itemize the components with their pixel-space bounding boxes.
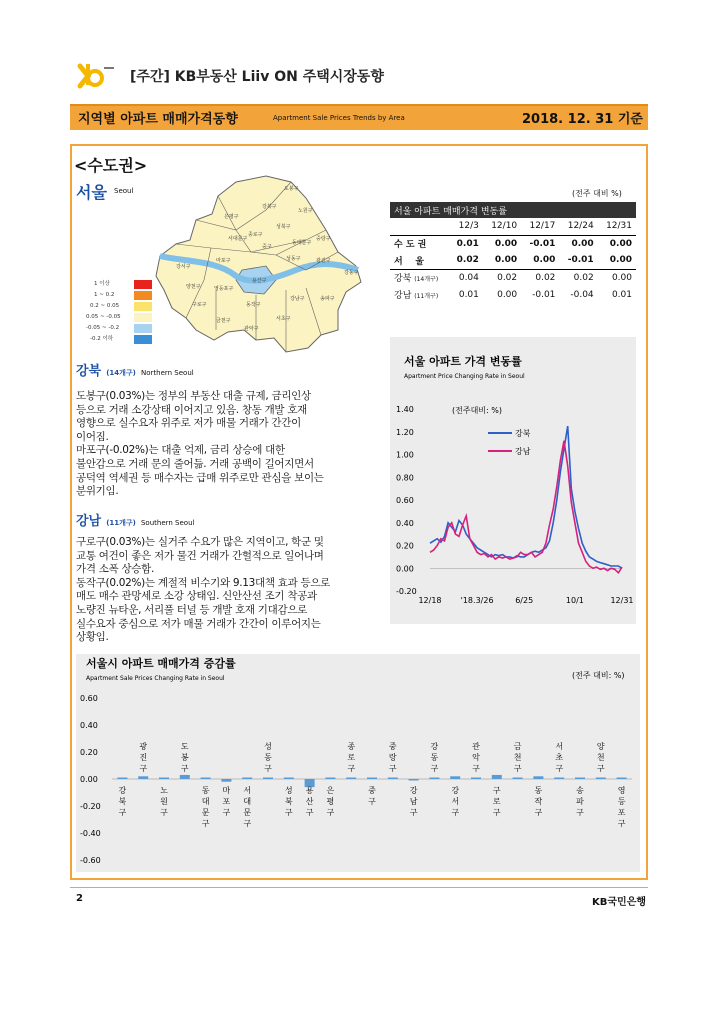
- x-tick-label: 10/1: [565, 596, 584, 605]
- bar: [471, 778, 481, 780]
- section-subtitle: Apartment Sale Prices Trends by Area: [273, 114, 405, 122]
- category-label-char: 강: [118, 786, 127, 795]
- footer-divider: [70, 887, 648, 888]
- x-tick-label: 6/25: [515, 596, 534, 605]
- gangbuk-heading: [76, 360, 194, 379]
- bar: [513, 778, 523, 780]
- section-title: 지역별 아파트 매매가격동향: [78, 112, 238, 127]
- y-tick-label: 0.20: [80, 748, 98, 757]
- table-row: [390, 252, 636, 269]
- legend-label: 강북: [515, 429, 531, 438]
- category-label-char: 도: [180, 742, 189, 751]
- y-tick-label: -0.20: [396, 587, 417, 596]
- svg-text:마포구: 마포구: [216, 258, 231, 264]
- category-label-char: 은: [326, 786, 335, 795]
- category-label-char: 구: [534, 808, 543, 817]
- category-label-char: 광: [139, 742, 148, 751]
- cell: 0.00: [521, 252, 559, 269]
- gangnam-text: [76, 536, 382, 645]
- gangbuk-text: [76, 390, 382, 499]
- x-tick-label: 12/18: [418, 596, 442, 605]
- legend-label: 강남: [515, 447, 531, 456]
- category-label-char: 마: [222, 786, 231, 795]
- text-line: 분위기임.: [76, 485, 119, 498]
- gangnam-heading: [76, 510, 194, 529]
- category-label-char: 구: [451, 808, 460, 817]
- category-label-char: 동: [264, 753, 272, 762]
- category-label-char: 랑: [388, 753, 397, 762]
- bar-chart-title: 서울시 아파트 매매가격 증감률: [86, 657, 236, 670]
- category-label-char: 포: [617, 808, 626, 817]
- report-date: 2018. 12. 31 기준: [522, 112, 643, 127]
- category-label-char: 구: [326, 808, 335, 817]
- cell: 0.00: [611, 272, 632, 283]
- cell: 0.00: [571, 238, 594, 249]
- y-tick-label: -0.60: [80, 856, 101, 865]
- cell: -0.01: [529, 238, 556, 249]
- bar: [429, 778, 439, 780]
- category-label-char: 대: [243, 797, 252, 806]
- category-label-char: 성: [264, 742, 272, 751]
- text-line: 마포구(-0.02%)는 대출 억제, 금리 상승에 대한: [76, 444, 285, 457]
- svg-text:-0.2 이하: -0.2 이하: [90, 336, 114, 342]
- cell: 0.00: [497, 289, 518, 300]
- category-label-char: 로: [347, 753, 356, 762]
- y-tick-label: -0.40: [80, 829, 101, 838]
- y-tick-label: 0.60: [80, 694, 98, 703]
- line-chart-panel: [390, 337, 636, 624]
- gangbuk-count: (14개구): [106, 369, 136, 377]
- bar: [325, 778, 335, 780]
- table-date: 12/3: [449, 218, 483, 235]
- svg-text:0.2 ~ 0.05: 0.2 ~ 0.05: [90, 303, 120, 309]
- svg-text:0.05 ~ -0.05: 0.05 ~ -0.05: [86, 314, 121, 320]
- svg-text:금천구: 금천구: [216, 318, 231, 324]
- category-label-char: 용: [305, 786, 314, 795]
- line-chart-subtitle: Apartment Price Changing Rate in Seoul: [404, 373, 525, 380]
- y-tick-label: 1.40: [396, 405, 414, 414]
- line-chart-title: 서울 아파트 가격 변동률: [404, 355, 522, 368]
- category-label-char: 서: [555, 742, 564, 751]
- row-label: 강남: [394, 291, 412, 301]
- category-label-char: 구: [347, 764, 356, 773]
- bar-chart: [76, 654, 640, 872]
- gangnam-title: 강남: [76, 514, 102, 529]
- table-row: [390, 235, 636, 252]
- cell: 0.02: [573, 272, 594, 283]
- bar: [575, 778, 585, 780]
- svg-text:영등포구: 영등포구: [214, 286, 234, 292]
- svg-text:강동구: 강동구: [344, 270, 359, 276]
- category-label-char: 강: [430, 742, 439, 751]
- line-chart-unit: (전주대비: %): [452, 406, 502, 415]
- svg-text:동대문구: 동대문구: [292, 240, 312, 246]
- category-label-char: 로: [492, 797, 501, 806]
- text-line: 매도 매수 관망세로 소강 상태임. 신안산선 조기 착공과: [76, 590, 317, 603]
- svg-text:1 ~ 0.2: 1 ~ 0.2: [94, 292, 115, 298]
- category-label-char: 진: [139, 753, 148, 762]
- cell: 0.00: [609, 238, 632, 249]
- seoul-title: 서울: [76, 183, 107, 202]
- category-label-char: 강: [451, 786, 460, 795]
- category-label-char: 원: [160, 797, 168, 806]
- cell: -0.04: [570, 289, 594, 300]
- bar: [117, 778, 127, 780]
- category-label-char: 서: [243, 786, 252, 795]
- row-note: (11개구): [414, 293, 439, 300]
- category-label-char: 금: [513, 742, 522, 751]
- category-label-char: 서: [451, 797, 460, 806]
- row-label: 서 울: [390, 252, 449, 269]
- bar: [201, 778, 211, 780]
- category-label-char: 파: [576, 797, 584, 806]
- bar: [263, 778, 273, 780]
- cell: 0.00: [483, 252, 521, 269]
- category-label-char: 구: [222, 808, 231, 817]
- svg-text:용산구: 용산구: [252, 278, 267, 284]
- category-label-char: 영: [617, 786, 626, 795]
- bar: [554, 778, 564, 780]
- category-label-char: 구: [596, 764, 605, 773]
- seoul-subtitle: Seoul: [114, 187, 134, 195]
- category-label-char: 구: [118, 808, 127, 817]
- bar: [242, 778, 252, 780]
- y-tick-label: 0.20: [396, 541, 414, 551]
- text-line: 노량진 뉴타운, 서리풀 터널 등 개발 호재 기대감으로: [76, 603, 308, 616]
- text-line: 공덕역 역세권 등 매수자는 급매 위주로만 관심을 보이는: [76, 471, 324, 484]
- bar: [159, 778, 169, 780]
- category-label-char: 관: [472, 742, 480, 751]
- category-label-char: 구: [243, 819, 252, 828]
- y-tick-label: 0.80: [396, 473, 414, 483]
- category-label-char: 문: [201, 808, 210, 817]
- svg-text:송파구: 송파구: [320, 296, 335, 302]
- category-label-char: 등: [617, 797, 626, 806]
- svg-text:강북구: 강북구: [262, 204, 277, 210]
- svg-text:성북구: 성북구: [276, 224, 291, 230]
- category-label-char: 구: [492, 808, 501, 817]
- text-line: 불안감으로 거래 문의 줄어듦. 거래 공백이 길어지면서: [76, 457, 314, 470]
- bar-chart-subtitle: Apartment Sale Prices Changing Rate in Seoul: [86, 675, 225, 682]
- row-label: 수 도 권: [394, 240, 427, 251]
- y-tick-label: 0.40: [396, 518, 414, 528]
- bar: [388, 778, 398, 780]
- category-label-char: 구: [284, 808, 293, 817]
- category-label-char: 구: [160, 808, 168, 817]
- category-label-char: 구: [201, 819, 210, 828]
- category-label-char: 구: [555, 764, 564, 773]
- y-tick-label: 0.60: [396, 496, 414, 505]
- bar: [221, 779, 231, 782]
- cell: 0.02: [449, 252, 483, 269]
- seoul-district-map: [76, 170, 376, 360]
- cell: 0.00: [494, 238, 518, 249]
- kb-logo-icon: [76, 62, 122, 90]
- text-line: 실수요자 중심으로 저가 매물 거래가 간간이 이루어지는: [76, 617, 321, 630]
- category-label-char: 성: [284, 786, 293, 795]
- svg-text:중구: 중구: [262, 244, 272, 250]
- gangnam-subtitle: Southern Seoul: [140, 519, 195, 527]
- gangbuk-subtitle: Northern Seoul: [140, 369, 194, 377]
- category-label-char: 포: [222, 797, 231, 806]
- y-tick-label: 0.40: [80, 721, 98, 730]
- svg-text:서초구: 서초구: [276, 316, 291, 322]
- category-label-char: 구: [264, 764, 272, 773]
- svg-text:구로구: 구로구: [192, 302, 207, 308]
- category-label-char: 산: [305, 797, 314, 806]
- bar: [492, 775, 502, 779]
- svg-text:노원구: 노원구: [298, 208, 313, 214]
- svg-text:강남구: 강남구: [290, 296, 305, 302]
- category-label-char: 구: [576, 808, 584, 817]
- category-label-char: 봉: [180, 753, 189, 762]
- svg-text:서대문구: 서대문구: [228, 236, 248, 242]
- bar: [180, 775, 190, 779]
- y-tick-label: 1.20: [396, 427, 414, 437]
- price-change-table: [390, 202, 636, 303]
- category-label-char: 평: [326, 797, 335, 806]
- svg-text:관악구: 관악구: [244, 326, 259, 332]
- svg-text:은평구: 은평구: [224, 214, 239, 220]
- category-label-char: 구: [180, 764, 189, 773]
- category-label-char: 천: [513, 753, 522, 762]
- text-line: 이어짐.: [76, 430, 109, 443]
- svg-text:1 이상: 1 이상: [94, 281, 110, 287]
- cell: -0.01: [532, 289, 556, 300]
- bar: [533, 776, 543, 779]
- text-line: 가격 소폭 상승함.: [76, 563, 155, 576]
- text-line: 동작구(0.02%)는 계절적 비수기와 9.13대책 효과 등으로: [76, 576, 330, 589]
- category-label-char: 동: [201, 786, 210, 795]
- table-row: [390, 286, 636, 303]
- svg-text:종로구: 종로구: [248, 232, 263, 238]
- category-label-char: 문: [243, 808, 252, 817]
- category-label-char: 남: [409, 797, 418, 806]
- table-title: 서울 아파트 매매가격 변동률: [390, 202, 636, 218]
- category-label-char: 구: [139, 764, 148, 773]
- page-number: 2: [76, 893, 83, 904]
- table-date: 12/24: [559, 218, 597, 235]
- gangnam-count: (11개구): [106, 519, 136, 527]
- cell: 0.02: [497, 272, 518, 283]
- category-label-char: 동: [534, 786, 543, 795]
- bar: [284, 778, 294, 780]
- category-label-char: 구: [409, 808, 418, 817]
- category-label-char: 중: [388, 742, 397, 751]
- series-line-강남: [430, 441, 622, 573]
- text-line: 등으로 거래 소강상태 이어지고 있음. 창동 개발 호재: [76, 403, 308, 416]
- svg-text:양천구: 양천구: [186, 284, 201, 290]
- svg-text:도봉구: 도봉구: [284, 186, 299, 192]
- category-label-char: 노: [160, 786, 168, 795]
- category-label-char: 구: [492, 786, 501, 795]
- category-label-char: 구: [305, 808, 314, 817]
- cell: 0.04: [458, 272, 479, 283]
- category-label-char: 천: [596, 753, 605, 762]
- category-label-char: 초: [555, 753, 564, 762]
- svg-text:성동구: 성동구: [286, 256, 301, 262]
- brand-title: [주간] KB부동산 Liiv ON 주택시장동향: [130, 69, 384, 85]
- table-row: [390, 269, 636, 286]
- category-label-char: 구: [472, 764, 480, 773]
- category-label-char: 구: [513, 764, 522, 773]
- x-tick-label: 12/31: [610, 596, 634, 605]
- gangbuk-title: 강북: [76, 364, 102, 379]
- bank-name: KB국민은행: [592, 897, 647, 908]
- y-tick-label: 0.00: [80, 775, 98, 784]
- bar: [450, 776, 460, 779]
- row-note: (14개구): [414, 276, 439, 284]
- bar-chart-panel: [76, 654, 640, 872]
- category-label-char: 구: [430, 764, 439, 773]
- line-chart: [390, 337, 636, 624]
- category-label-char: 동: [430, 753, 439, 762]
- cell: 0.01: [456, 238, 479, 249]
- bar: [138, 776, 148, 779]
- text-line: 도봉구(0.03%)는 정부의 부동산 대출 규제, 금리인상: [76, 390, 311, 402]
- category-label-char: 강: [409, 786, 418, 795]
- y-tick-label: 0.00: [396, 564, 414, 574]
- row-label: 강북: [394, 274, 412, 285]
- table-date: 12/10: [483, 218, 521, 235]
- bar-chart-unit: (전주 대비: %): [572, 671, 625, 680]
- bar: [617, 778, 627, 780]
- table-date: 12/31: [598, 218, 636, 235]
- category-label-char: 구: [368, 797, 376, 806]
- svg-text:강서구: 강서구: [176, 264, 191, 270]
- svg-text:-0.05 ~ -0.2: -0.05 ~ -0.2: [86, 325, 120, 331]
- category-label-char: 작: [534, 797, 543, 806]
- cell: 0.01: [611, 289, 632, 300]
- table-date: 12/17: [521, 218, 559, 235]
- svg-text:광진구: 광진구: [316, 258, 331, 264]
- text-line: 교통 여건이 좋은 저가 물건 거래가 간헐적으로 일어나며: [76, 549, 324, 562]
- category-label-char: 양: [596, 742, 605, 751]
- cell: 0.02: [535, 272, 556, 283]
- region-title: <수도권>: [74, 156, 148, 175]
- category-label-char: 구: [388, 764, 397, 773]
- cell: 0.01: [458, 289, 479, 300]
- category-label-char: 악: [472, 753, 480, 762]
- cell: 0.00: [598, 252, 636, 269]
- category-label-char: 종: [347, 742, 356, 751]
- cell: -0.01: [559, 252, 597, 269]
- text-line: 영향으로 실수요자 위주로 저가 매물 거래가 간간이: [76, 417, 301, 430]
- bar: [346, 778, 356, 780]
- x-tick-label: '18.3/26: [460, 596, 494, 605]
- category-label-char: 북: [118, 797, 127, 806]
- y-tick-label: 1.00: [396, 450, 414, 460]
- bar: [596, 778, 606, 780]
- bar: [409, 779, 419, 781]
- text-line: 상황임.: [76, 631, 109, 644]
- category-label-char: 대: [201, 797, 210, 806]
- text-line: 구로구(0.03%)는 실거주 수요가 많은 지역이고, 학군 및: [76, 536, 324, 548]
- category-label-char: 송: [576, 786, 584, 795]
- table-unit: (전주 대비 %): [572, 189, 622, 198]
- table-header-row: [390, 218, 636, 235]
- bar: [367, 778, 377, 780]
- y-tick-label: -0.20: [80, 802, 101, 811]
- category-label-char: 중: [368, 786, 376, 795]
- svg-text:중랑구: 중랑구: [316, 236, 331, 242]
- category-label-char: 북: [284, 797, 293, 806]
- svg-text:동작구: 동작구: [246, 302, 261, 308]
- category-label-char: 구: [617, 819, 626, 828]
